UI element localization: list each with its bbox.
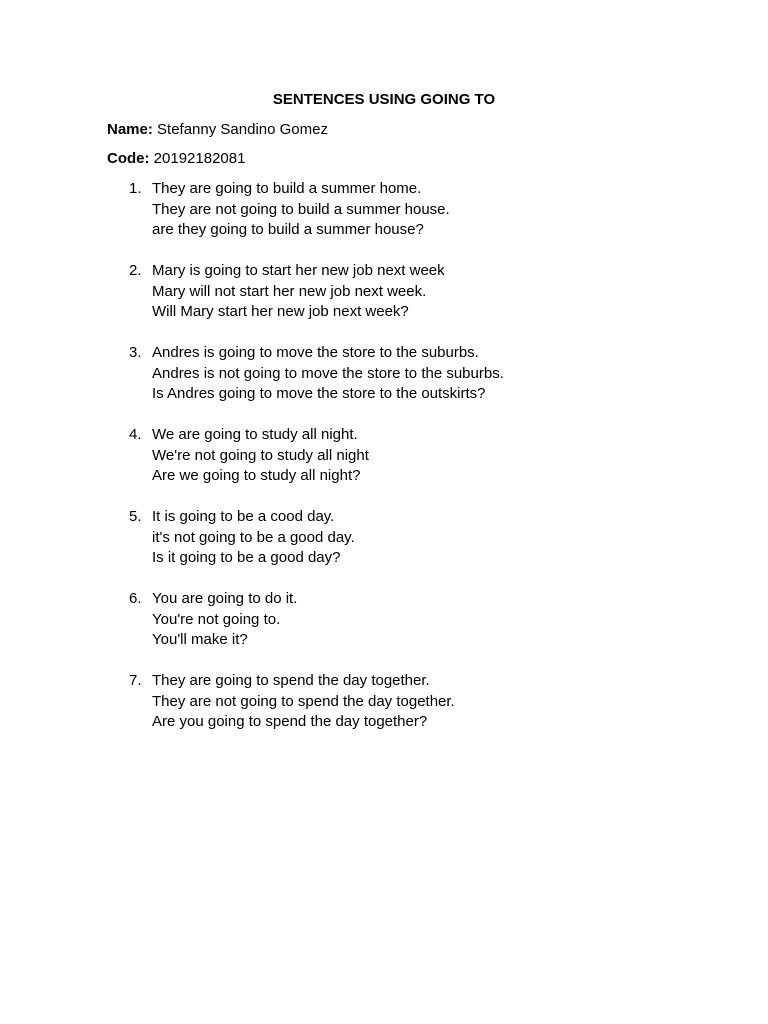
name-value: Stefanny Sandino Gomez <box>157 121 328 138</box>
item-number: 6. <box>129 590 142 607</box>
affirmative-sentence: We are going to study all night. <box>152 426 358 443</box>
affirmative-sentence: They are going to build a summer home. <box>152 180 422 197</box>
negative-sentence: it's not going to be a good day. <box>152 528 355 546</box>
item-number: 4. <box>129 426 142 443</box>
negative-sentence: You're not going to. <box>152 610 281 628</box>
document-title: SENTENCES USING GOING TO <box>272 91 496 108</box>
list-item <box>107 507 667 589</box>
negative-sentence: Mary will not start her new job next week. <box>152 282 427 300</box>
negative-sentence: We're not going to study all night <box>152 446 369 464</box>
item-number: 7. <box>129 672 142 689</box>
name-label: Name: <box>107 121 153 138</box>
code-value: 20192182081 <box>153 150 246 167</box>
sentence-list <box>107 179 667 753</box>
question-sentence: Will Mary start her new job next week? <box>152 303 409 320</box>
code-label: Code: <box>107 150 150 167</box>
question-sentence: Are you going to spend the day together? <box>152 713 428 730</box>
question-sentence: You'll make it? <box>152 631 248 648</box>
list-item <box>107 179 667 261</box>
negative-sentence: Andres is not going to move the store to the suburbs. <box>152 364 504 382</box>
list-item <box>107 261 667 343</box>
list-item <box>107 425 667 507</box>
question-sentence: Is it going to be a good day? <box>152 549 341 566</box>
code-field <box>107 149 245 170</box>
question-sentence: Is Andres going to move the store to the outskirts? <box>152 385 486 402</box>
name-field <box>107 120 328 141</box>
affirmative-sentence: It is going to be a cood day. <box>152 508 335 525</box>
affirmative-sentence: You are going to do it. <box>152 590 298 607</box>
negative-sentence: They are not going to build a summer house. <box>152 200 450 218</box>
question-sentence: are they going to build a summer house? <box>152 221 424 238</box>
list-item <box>107 589 667 671</box>
item-number: 1. <box>129 180 142 197</box>
list-item <box>107 343 667 425</box>
affirmative-sentence: Mary is going to start her new job next week <box>152 262 445 279</box>
negative-sentence: They are not going to spend the day together. <box>152 692 455 710</box>
affirmative-sentence: They are going to spend the day together. <box>152 672 430 689</box>
affirmative-sentence: Andres is going to move the store to the suburbs. <box>152 344 479 361</box>
item-number: 2. <box>129 262 142 279</box>
question-sentence: Are we going to study all night? <box>152 467 361 484</box>
list-item <box>107 671 667 753</box>
item-number: 3. <box>129 344 142 361</box>
item-number: 5. <box>129 508 142 525</box>
